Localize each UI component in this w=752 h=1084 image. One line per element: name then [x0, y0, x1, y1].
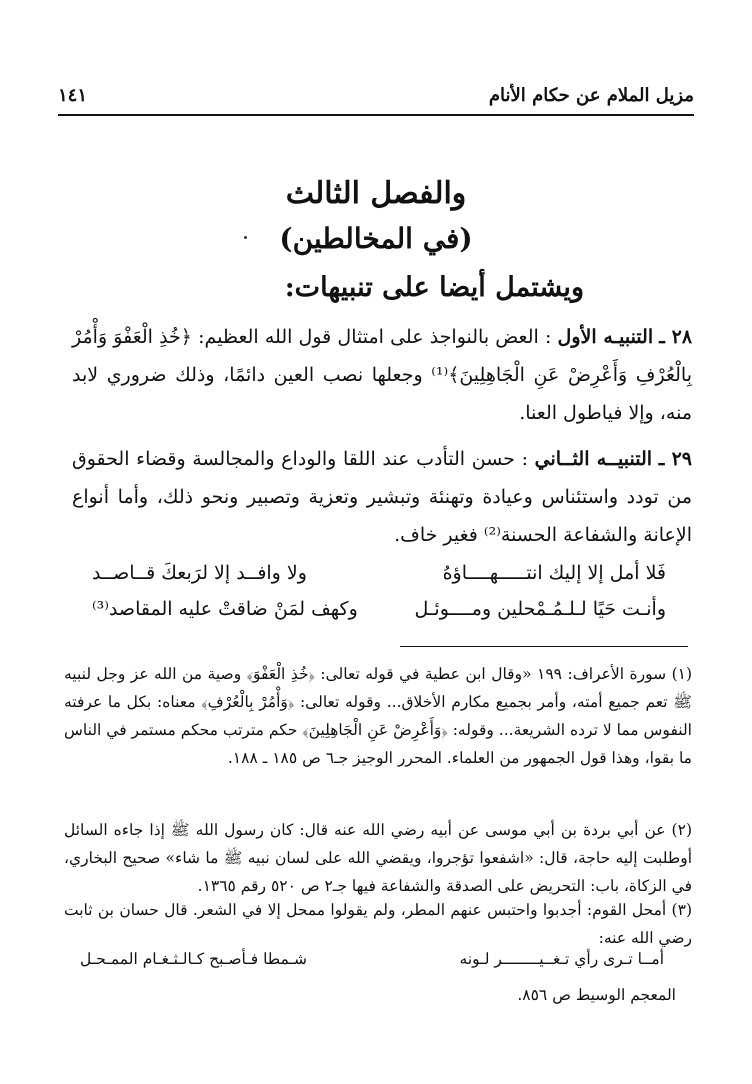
footnote-source: المعجم الوسيط ص ٨٥٦.: [517, 986, 676, 1004]
footnote-marker: (١): [671, 665, 693, 683]
paragraph-29: [72, 440, 692, 554]
verse-first-hemistich: فَلا أمل إلا إليك انتـــــهــــاؤهُ: [442, 562, 666, 584]
verse-line: [92, 598, 666, 620]
footnote-marker: (٢): [671, 821, 692, 839]
header-rule: [58, 114, 694, 116]
page-number: ١٤١: [58, 84, 88, 106]
verse-first-hemistich: وأنـت حَيًا لـلـمُـمْحلين ومــــوئـل: [414, 598, 666, 620]
footnote-text: سورة الأعراف: ١٩٩ «وقال ابن عطية في قوله تعالى: ﴿خُذِ الْعَفْوَ﴾ وصية من الله عز وجل لنبيه ﷺ تعم جميع أمته، وأمر بجميع مكارم الأخلاق... وقوله تعالى: ﴿وَأْمُرْ بِالْعُرْفِ﴾ معناه: بكل ما عرفته النفوس مما لا ترده الشريعة... وقوله: ﴿وَأَعْرِضْ عَنِ الْجَاهِلِينَ﴾ حكم مترتب محكم مستمر في الناس ما بقوا، وهذا قول الجمهور من العلماء. المحرر الوجيز جـ٦ ص ١٨٥ ـ ١٨٨.: [64, 665, 692, 767]
verse-first-hemistich: أمــا تـرى رأي تـغــيــــــــر لـونه: [459, 950, 664, 968]
paragraph-number: ٢٩ ـ: [658, 448, 692, 470]
paragraph-text: : العض بالنواجذ على امتثال قول الله العظيم: ﴿خُذِ الْعَفْوَ وَأْمُرْ بِالْعُرْفِ وَأَعْرِضْ عَنِ الْجَاهِلِينَ﴾⁽¹⁾ وجعلها نصب العين دائمًا، وذلك ضروري لابد منه، وإلا فياطول العنا.: [72, 326, 692, 424]
footnote-text: عن أبي بردة بن أبي موسى عن أبيه رضي الله عنه قال: كان رسول الله ﷺ إذا جاءه السائل أوطلبت إليه حاجة، قال: «اشفعوا تؤجروا، ويقضي الله على لسان نبيه ﷺ ما شاء» صحيح البخاري، في الزكاة، باب: التحريض على الصدقة والشفاعة فيها جـ٢ ص ٥٢٠ رقم ١٣٦٥.: [64, 821, 692, 895]
paragraph-28: [72, 318, 692, 432]
footnote-1: [64, 660, 692, 772]
chapter-intro: ويشتمل أيضا على تنبيهات:: [284, 272, 584, 303]
chapter-subject: (في المخالطين): [279, 222, 473, 255]
verse-second-hemistich: وكهف لمَنْ ضاقتْ عليه المقاصد⁽³⁾: [92, 598, 358, 620]
running-header: [58, 78, 694, 112]
verse-second-hemistich: شـمطا فـأصـبح كـالـثـغـام الممـحـل: [80, 950, 308, 968]
footnote-3: [64, 896, 692, 952]
paragraph-label: التنبيـه الأول: [557, 326, 654, 348]
paragraph-text: : حسن التأدب عند اللقا والوداع والمجالسة وقضاء الحقوق من تودد واستئناس وعيادة وتهنئة وتبشير وتعزية وتصبير ونحو ذلك، وأما أنواع الإعانة والشفاعة الحسنة⁽²⁾ فغير خاف.: [72, 448, 692, 546]
footnote-verse: [80, 950, 664, 968]
footnote-separator: [400, 646, 688, 647]
paragraph-number: ٢٨ ـ: [659, 326, 693, 348]
chapter-heading: والفصل الثالث: [285, 176, 467, 211]
footnote-marker: (٣): [671, 901, 692, 919]
verse-line: [92, 562, 666, 584]
verse-second-hemistich: ولا وافــد إلا لرَبعكَ قــاصــد: [92, 562, 307, 584]
paragraph-label: التنبيــه الثــاني: [534, 448, 653, 470]
footnote-2: [64, 816, 692, 900]
running-title: مزيل الملام عن حكام الأنام: [488, 84, 694, 106]
footnote-text: أمحل القوم: أجدبوا واحتبس عنهم المطر، ولم يقولوا ممحل إلا في الشعر. قال حسان بن ثابت رضي الله عنه:: [64, 901, 692, 947]
